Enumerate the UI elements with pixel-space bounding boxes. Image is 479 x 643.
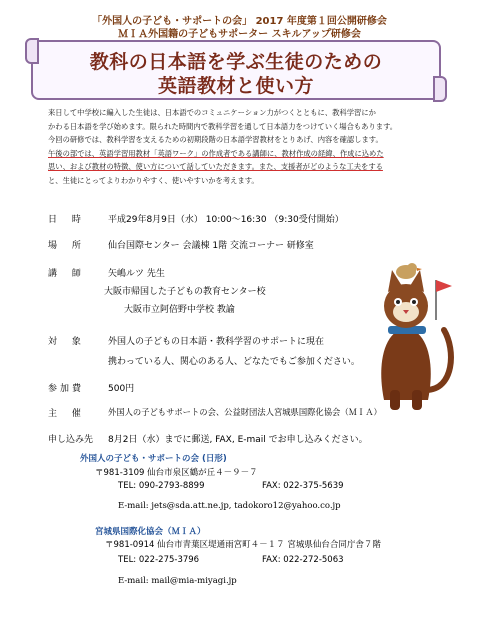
target-value-1: 外国人の子どもの日本語・教科学習のサポートに現在 bbox=[108, 337, 325, 347]
fee-value: 500円 bbox=[108, 384, 135, 394]
org-address: 〒981-3109 仙台市泉区鶴が丘４－９－７ bbox=[95, 468, 258, 478]
org-fax: FAX: 022-272-5063 bbox=[262, 555, 344, 565]
lecturer-label: 講 師 bbox=[48, 269, 87, 279]
target-value-2: 携わっている人、関心のある人、どなたでもご参加ください。 bbox=[108, 357, 360, 367]
intro-paragraph bbox=[48, 106, 444, 187]
intro-line: 午後の部では、英語学習用教材「英語ワーク」の作成者である講師に、教材作成の経緯、作成に込めた bbox=[48, 148, 384, 158]
title-line-1: 教科の日本語を学ぶ生徒のための bbox=[89, 51, 383, 73]
host-label: 主 催 bbox=[48, 409, 87, 419]
intro-line: と、生徒にとってよりわかりやすく、使いやすいかを考えます。 bbox=[48, 175, 259, 185]
fee-label: 参加費 bbox=[48, 384, 85, 394]
cat-mascot-illustration bbox=[366, 240, 458, 415]
host-value: 外国人の子どもサポートの会、公益財団法人宮城県国際化協会（ＭＩＡ） bbox=[108, 407, 382, 417]
org-fax: FAX: 022-375-5639 bbox=[262, 481, 344, 491]
header-line-1: 「外国人の子ども・サポートの会」 2017 年度第１回公開研修会 bbox=[92, 16, 387, 27]
intro-line: かわる日本語を学び始めます。限られた時間内で教科学習を通して日本語力をつけていく場合もあります。 bbox=[48, 121, 398, 131]
apply-label: 申し込み先 bbox=[48, 435, 94, 445]
lecturer-affiliation-1: 大阪市帰国した子どもの教育センター校 bbox=[104, 287, 266, 297]
org-email[interactable]: E-mail: jets@sda.att.ne.jp, tadokoro12@yahoo.co.jp bbox=[118, 501, 341, 511]
org-name: 外国人の子ども・サポートの会 (日形) bbox=[80, 454, 227, 464]
org-name: 宮城県国際化協会（ＭＩＡ） bbox=[95, 527, 206, 537]
place-label: 場 所 bbox=[48, 241, 87, 251]
org-address: 〒981-0914 仙台市青葉区堤通雨宮町４－１７ 宮城県仙台合同庁舎７階 bbox=[105, 540, 381, 550]
date-label: 日 時 bbox=[48, 215, 87, 225]
place-value: 仙台国際センター 会議棟 1階 交流コーナー 研修室 bbox=[108, 241, 314, 251]
org-phone: TEL: 022-275-3796 bbox=[118, 555, 200, 565]
title-banner bbox=[31, 40, 441, 100]
intro-line: 来日して中学校に編入した生徒は、日本語でのコミュニケーション力がつくとともに、教科学習にか bbox=[48, 108, 376, 117]
target-label: 対 象 bbox=[48, 337, 87, 347]
lecturer-name: 矢嶋ルツ 先生 bbox=[108, 269, 165, 279]
lecturer-affiliation-2: 大阪市立阿倍野中学校 教諭 bbox=[124, 305, 235, 315]
apply-value: 8月2日（水）までに郵送, FAX, E-mail でお申し込みください。 bbox=[108, 435, 368, 445]
title-line-2: 英語教材と使い方 bbox=[157, 75, 314, 97]
org-phone: TEL: 090-2793-8899 bbox=[118, 481, 205, 491]
intro-line: 思い、および教材の特徴、使い方について話していただきます。また、支援者がどのような工夫をする bbox=[48, 162, 383, 171]
org-email[interactable]: E-mail: mail@mia-miyagi.jp bbox=[118, 576, 237, 586]
intro-line: 今回の研修では、教科学習を支えるための初期段階の日本語学習教材をとりあげ、内容を確認します。 bbox=[48, 135, 383, 144]
date-value: 平成29年8月9日（水） 10:00～16:30 （9:30受付開始） bbox=[108, 215, 344, 225]
header-line-2: ＭＩＡ外国籍の子どもサポーター スキルアップ研修会 bbox=[118, 29, 361, 40]
